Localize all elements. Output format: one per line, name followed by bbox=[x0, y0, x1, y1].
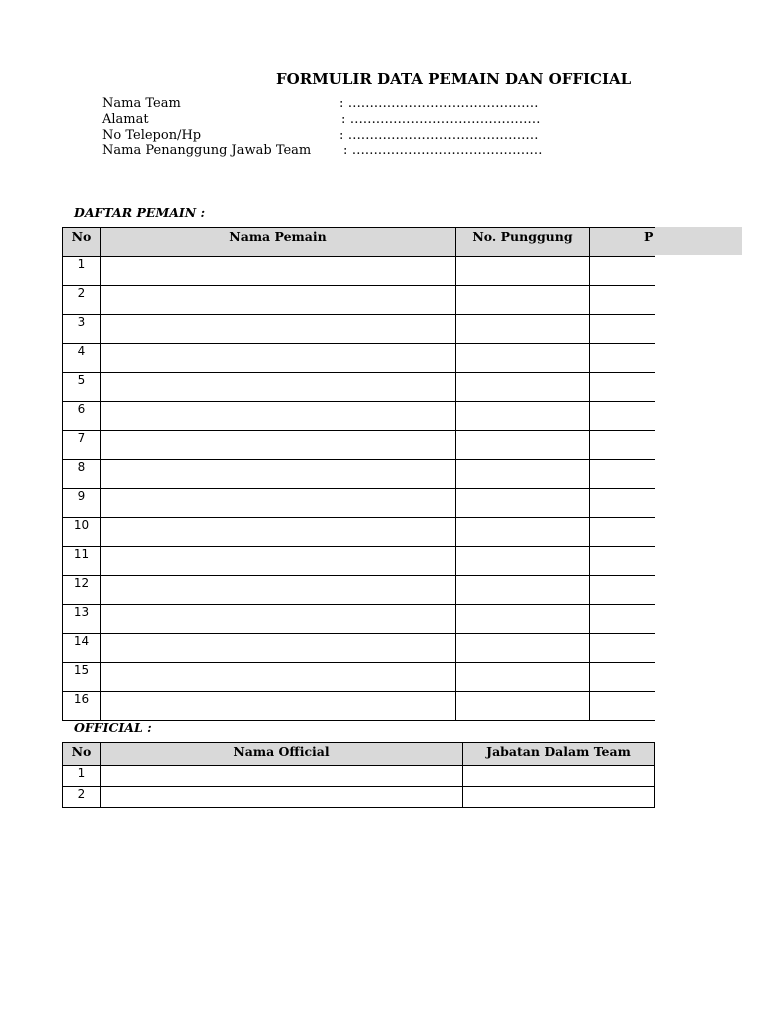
table-row bbox=[63, 576, 655, 605]
players-header-row bbox=[63, 228, 655, 257]
officials-header-row bbox=[63, 743, 655, 766]
phone-label: No Telepon/Hp bbox=[102, 128, 202, 143]
row-number: 1 bbox=[63, 766, 101, 787]
position-cell[interactable] bbox=[590, 489, 655, 518]
row-number: 16 bbox=[63, 692, 101, 721]
jersey-number-cell[interactable] bbox=[456, 257, 590, 286]
players-section-label: DAFTAR PEMAIN : bbox=[74, 205, 206, 220]
jersey-number-cell[interactable] bbox=[456, 286, 590, 315]
row-number: 12 bbox=[63, 576, 101, 605]
position-cell[interactable] bbox=[590, 257, 655, 286]
jersey-number-cell[interactable] bbox=[456, 460, 590, 489]
row-number: 14 bbox=[63, 634, 101, 663]
table-row bbox=[63, 547, 655, 576]
info-row-phone bbox=[102, 128, 662, 144]
jersey-number-cell[interactable] bbox=[456, 315, 590, 344]
table-row bbox=[63, 663, 655, 692]
table-row bbox=[63, 460, 655, 489]
team-role-cell[interactable] bbox=[463, 787, 655, 808]
player-name-cell[interactable] bbox=[101, 692, 456, 721]
position-cell[interactable] bbox=[590, 576, 655, 605]
row-number: 7 bbox=[63, 431, 101, 460]
player-name-cell[interactable] bbox=[101, 344, 456, 373]
jersey-number-cell[interactable] bbox=[456, 489, 590, 518]
row-number: 1 bbox=[63, 257, 101, 286]
table-row bbox=[63, 692, 655, 721]
header-player-name: Nama Pemain bbox=[101, 228, 456, 257]
info-row-team-name bbox=[102, 96, 662, 112]
address-field[interactable]: : ............................................ bbox=[341, 112, 541, 127]
table-row bbox=[63, 402, 655, 431]
form-title: FORMULIR DATA PEMAIN DAN OFFICIAL bbox=[276, 70, 632, 88]
player-name-cell[interactable] bbox=[101, 286, 456, 315]
player-name-cell[interactable] bbox=[101, 460, 456, 489]
table-row bbox=[63, 787, 655, 808]
team-name-label: Nama Team bbox=[102, 96, 181, 111]
player-name-cell[interactable] bbox=[101, 605, 456, 634]
jersey-number-cell[interactable] bbox=[456, 634, 590, 663]
table-row bbox=[63, 373, 655, 402]
jersey-number-cell[interactable] bbox=[456, 692, 590, 721]
position-cell[interactable] bbox=[590, 286, 655, 315]
header-position: P bbox=[590, 228, 655, 257]
position-cell[interactable] bbox=[590, 402, 655, 431]
player-name-cell[interactable] bbox=[101, 431, 456, 460]
position-cell[interactable] bbox=[590, 431, 655, 460]
responsible-person-label: Nama Penanggung Jawab Team bbox=[102, 143, 312, 158]
position-cell[interactable] bbox=[590, 692, 655, 721]
player-name-cell[interactable] bbox=[101, 576, 456, 605]
player-name-cell[interactable] bbox=[101, 634, 456, 663]
row-number: 2 bbox=[63, 787, 101, 808]
row-number: 15 bbox=[63, 663, 101, 692]
table-row bbox=[63, 431, 655, 460]
player-name-cell[interactable] bbox=[101, 402, 456, 431]
jersey-number-cell[interactable] bbox=[456, 576, 590, 605]
position-cell[interactable] bbox=[590, 373, 655, 402]
table-row bbox=[63, 315, 655, 344]
row-number: 13 bbox=[63, 605, 101, 634]
jersey-number-cell[interactable] bbox=[456, 373, 590, 402]
table-row bbox=[63, 489, 655, 518]
position-cell[interactable] bbox=[590, 315, 655, 344]
position-cell[interactable] bbox=[590, 518, 655, 547]
info-row-address bbox=[102, 112, 662, 128]
player-name-cell[interactable] bbox=[101, 518, 456, 547]
position-cell[interactable] bbox=[590, 547, 655, 576]
row-number: 11 bbox=[63, 547, 101, 576]
table-row bbox=[63, 766, 655, 787]
player-name-cell[interactable] bbox=[101, 257, 456, 286]
player-name-cell[interactable] bbox=[101, 489, 456, 518]
table-row bbox=[63, 344, 655, 373]
jersey-number-cell[interactable] bbox=[456, 547, 590, 576]
table-row bbox=[63, 518, 655, 547]
jersey-number-cell[interactable] bbox=[456, 402, 590, 431]
address-label: Alamat bbox=[102, 112, 149, 127]
team-role-cell[interactable] bbox=[463, 766, 655, 787]
jersey-number-cell[interactable] bbox=[456, 344, 590, 373]
position-cell[interactable] bbox=[590, 663, 655, 692]
row-number: 8 bbox=[63, 460, 101, 489]
official-name-cell[interactable] bbox=[101, 787, 463, 808]
players-header-overflow bbox=[654, 227, 742, 255]
player-name-cell[interactable] bbox=[101, 373, 456, 402]
header-no: No bbox=[63, 743, 101, 766]
jersey-number-cell[interactable] bbox=[456, 518, 590, 547]
player-name-cell[interactable] bbox=[101, 315, 456, 344]
position-cell[interactable] bbox=[590, 344, 655, 373]
jersey-number-cell[interactable] bbox=[456, 431, 590, 460]
row-number: 4 bbox=[63, 344, 101, 373]
officials-section-label: OFFICIAL : bbox=[74, 720, 152, 735]
phone-field[interactable]: : ............................................ bbox=[339, 128, 539, 143]
info-row-responsible-person bbox=[102, 143, 662, 159]
table-row bbox=[63, 286, 655, 315]
header-no: No bbox=[63, 228, 101, 257]
responsible-person-field[interactable]: : ............................................ bbox=[343, 143, 543, 158]
table-row bbox=[63, 257, 655, 286]
row-number: 6 bbox=[63, 402, 101, 431]
row-number: 3 bbox=[63, 315, 101, 344]
players-table bbox=[62, 227, 655, 721]
officials-table bbox=[62, 742, 655, 808]
jersey-number-cell[interactable] bbox=[456, 605, 590, 634]
table-row bbox=[63, 605, 655, 634]
header-team-role: Jabatan Dalam Team bbox=[463, 743, 655, 766]
jersey-number-cell[interactable] bbox=[456, 663, 590, 692]
official-name-cell[interactable] bbox=[101, 766, 463, 787]
player-name-cell[interactable] bbox=[101, 547, 456, 576]
row-number: 9 bbox=[63, 489, 101, 518]
team-name-field[interactable]: : ............................................ bbox=[339, 96, 539, 111]
position-cell[interactable] bbox=[590, 460, 655, 489]
header-official-name: Nama Official bbox=[101, 743, 463, 766]
position-cell[interactable] bbox=[590, 605, 655, 634]
table-row bbox=[63, 634, 655, 663]
row-number: 10 bbox=[63, 518, 101, 547]
position-cell[interactable] bbox=[590, 634, 655, 663]
header-jersey-number: No. Punggung bbox=[456, 228, 590, 257]
row-number: 2 bbox=[63, 286, 101, 315]
row-number: 5 bbox=[63, 373, 101, 402]
player-name-cell[interactable] bbox=[101, 663, 456, 692]
